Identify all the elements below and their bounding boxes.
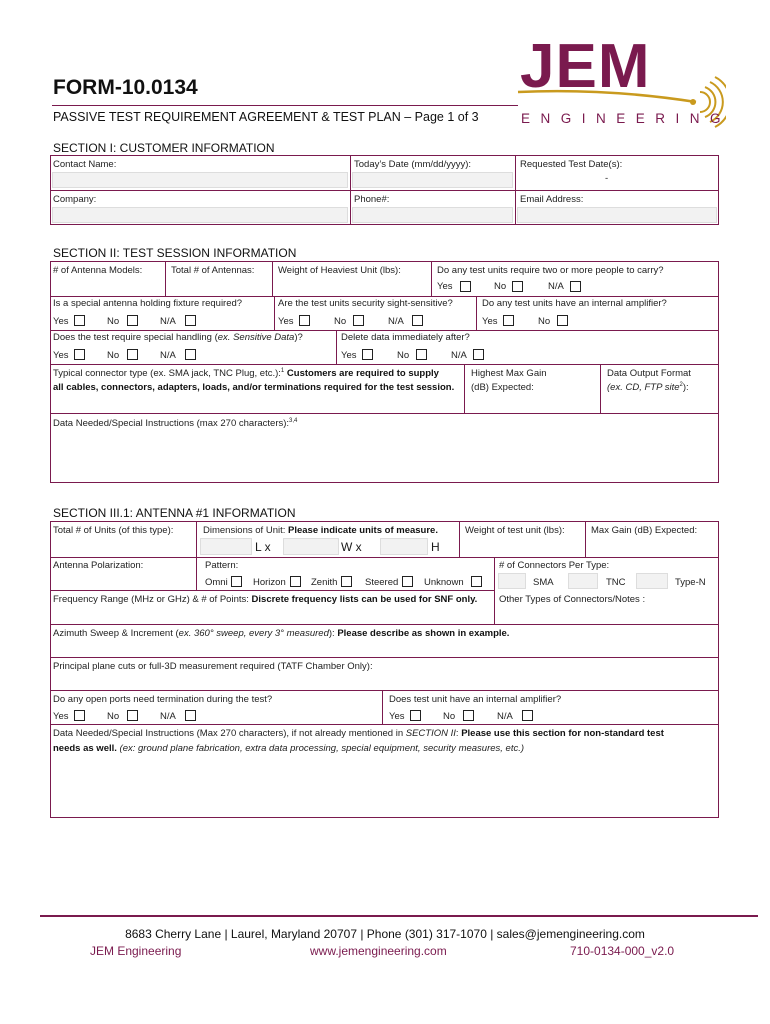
handling-na-checkbox[interactable] bbox=[185, 349, 196, 360]
data-format-label: Data Output Format bbox=[607, 368, 691, 379]
delete-yes-checkbox[interactable] bbox=[362, 349, 373, 360]
unknown-checkbox[interactable] bbox=[471, 576, 482, 587]
handling-yes-label: Yes bbox=[53, 350, 69, 361]
delete-no-label: No bbox=[397, 350, 410, 361]
ports-yes-checkbox[interactable] bbox=[74, 710, 85, 721]
dimensions-label: Dimensions of Unit: Please indicate units of measure. bbox=[203, 525, 438, 536]
unit-max-gain-label: Max Gain (dB) Expected: bbox=[591, 525, 698, 536]
ports-no-checkbox[interactable] bbox=[127, 710, 138, 721]
open-ports-label: Do any open ports need termination during the test? bbox=[53, 694, 273, 705]
polarization-label: Antenna Polarization: bbox=[53, 560, 144, 571]
unknown-label: Unknown bbox=[424, 577, 464, 588]
contact-name-field[interactable] bbox=[52, 172, 348, 188]
connector-type-note: all cables, connectors, adapters, loads, and/or terminations required for the test session. bbox=[53, 382, 455, 393]
dim-l-label: L x bbox=[255, 540, 271, 554]
company-label: Company: bbox=[53, 194, 97, 205]
fixture-na-checkbox[interactable] bbox=[185, 315, 196, 326]
security-yes-label: Yes bbox=[278, 316, 294, 327]
section2-heading: SECTION II: TEST SESSION INFORMATION bbox=[53, 246, 297, 260]
steered-checkbox[interactable] bbox=[402, 576, 413, 587]
requested-dates-label: Requested Test Date(s): bbox=[520, 159, 623, 170]
dimension-length-field[interactable] bbox=[200, 538, 252, 555]
fixture-yes-checkbox[interactable] bbox=[74, 315, 85, 326]
max-gain-label-line2: (dB) Expected: bbox=[471, 382, 534, 393]
dimension-width-field[interactable] bbox=[283, 538, 339, 555]
two-people-label: Do any test units require two or more people to carry? bbox=[437, 265, 664, 276]
two-people-no-checkbox[interactable] bbox=[512, 281, 523, 292]
footer-website-link[interactable]: www.jemengineering.com bbox=[310, 944, 447, 958]
security-label: Are the test units security sight-sensitive? bbox=[278, 298, 453, 309]
ports-yes-label: Yes bbox=[53, 711, 69, 722]
contact-name-label: Contact Name: bbox=[53, 159, 117, 170]
amp-no-checkbox[interactable] bbox=[557, 315, 568, 326]
section1-heading: SECTION I: CUSTOMER INFORMATION bbox=[53, 141, 275, 155]
email-field[interactable] bbox=[517, 207, 717, 223]
phone-field[interactable] bbox=[352, 207, 513, 223]
company-field[interactable] bbox=[52, 207, 348, 223]
data-needed-textarea[interactable] bbox=[52, 432, 717, 481]
connectors-per-type-label: # of Connectors Per Type: bbox=[499, 560, 610, 571]
amp-yes-checkbox[interactable] bbox=[503, 315, 514, 326]
two-people-no-label: No bbox=[494, 281, 507, 292]
data-format-example: (ex. CD, FTP site$^2$): bbox=[607, 382, 689, 394]
antenna-models-label: # of Antenna Models: bbox=[53, 265, 143, 276]
security-no-checkbox[interactable] bbox=[353, 315, 364, 326]
security-na-label: N/A bbox=[388, 316, 404, 327]
jem-logo-subtitle: ENGINEERING bbox=[521, 111, 732, 126]
dimension-height-field[interactable] bbox=[380, 538, 428, 555]
delete-na-label: N/A bbox=[451, 350, 467, 361]
delete-data-label: Delete data immediately after? bbox=[341, 332, 470, 343]
footer-address: 8683 Cherry Lane | Laurel, Maryland 20707 | Phone (301) 317-1070 | sales@jemengineering.com bbox=[125, 927, 645, 941]
unit-amp-yes-label: Yes bbox=[389, 711, 405, 722]
connector-type-label: Typical connector type (ex. SMA jack, TNC Plug, etc.):$^1$ Customers are required to supply bbox=[53, 368, 439, 380]
email-label: Email Address: bbox=[520, 194, 584, 205]
total-units-label: Total # of Units (of this type): bbox=[53, 525, 174, 536]
principal-plane-label: Principal plane cuts or full-3D measurement required (TATF Chamber Only): bbox=[53, 661, 373, 672]
unit-weight-label: Weight of test unit (lbs): bbox=[465, 525, 565, 536]
typen-label: Type-N bbox=[675, 577, 706, 588]
tnc-label: TNC bbox=[606, 577, 626, 588]
sma-count-field[interactable] bbox=[498, 573, 526, 589]
special-handling-label: Does the test require special handling (ex. Sensitive Data)? bbox=[53, 332, 303, 343]
tnc-count-field[interactable] bbox=[568, 573, 598, 589]
footer-doc-id: 710-0134-000_v2.0 bbox=[570, 944, 675, 958]
antenna-data-needed-note: needs as well. (ex: ground plane fabrication, extra data processing, special equipment, security measures, etc.) bbox=[53, 743, 525, 754]
holding-fixture-label: Is a special antenna holding fixture required? bbox=[53, 298, 243, 309]
handling-na-label: N/A bbox=[160, 350, 176, 361]
ports-no-label: No bbox=[107, 711, 120, 722]
date-range-dash: - bbox=[605, 173, 609, 184]
total-antennas-label: Total # of Antennas: bbox=[171, 265, 255, 276]
fixture-yes-label: Yes bbox=[53, 316, 69, 327]
typen-count-field[interactable] bbox=[636, 573, 668, 589]
dim-w-label: W x bbox=[341, 540, 362, 554]
dim-h-label: H bbox=[431, 540, 440, 554]
max-gain-label: Highest Max Gain bbox=[471, 368, 547, 379]
omni-label: Omni bbox=[205, 577, 228, 588]
footer-company: JEM Engineering bbox=[90, 944, 182, 958]
amp-no-label: No bbox=[538, 316, 551, 327]
pattern-label: Pattern: bbox=[205, 560, 239, 571]
delete-yes-label: Yes bbox=[341, 350, 357, 361]
two-people-yes-label: Yes bbox=[437, 281, 453, 292]
title-divider bbox=[52, 105, 518, 106]
data-needed-label: Data Needed/Special Instructions (max 270 characters):$^{3,4}$ bbox=[53, 418, 298, 430]
horizon-checkbox[interactable] bbox=[290, 576, 301, 587]
sma-label: SMA bbox=[533, 577, 554, 588]
fixture-no-checkbox[interactable] bbox=[127, 315, 138, 326]
antenna-data-needed-textarea[interactable] bbox=[52, 758, 717, 816]
antenna-data-needed-label: Data Needed/Special Instructions (Max 270 characters), if not already mentioned in SECTION II: Please use this section for non-standard test bbox=[53, 728, 664, 739]
azimuth-label: Azimuth Sweep & Increment (ex. 360° sweep, every 3° measured): Please describe as shown in example. bbox=[53, 628, 510, 639]
fixture-na-label: N/A bbox=[160, 316, 176, 327]
security-yes-checkbox[interactable] bbox=[299, 315, 310, 326]
horizon-label: Horizon bbox=[253, 577, 286, 588]
heaviest-unit-label: Weight of Heaviest Unit (lbs): bbox=[278, 265, 401, 276]
delete-na-checkbox[interactable] bbox=[473, 349, 484, 360]
handling-yes-checkbox[interactable] bbox=[74, 349, 85, 360]
fixture-no-label: No bbox=[107, 316, 120, 327]
amp-yes-label: Yes bbox=[482, 316, 498, 327]
section3-heading: SECTION III.1: ANTENNA #1 INFORMATION bbox=[53, 506, 296, 520]
steered-label: Steered bbox=[365, 577, 399, 588]
unit-amp-na-label: N/A bbox=[497, 711, 513, 722]
ports-na-checkbox[interactable] bbox=[185, 710, 196, 721]
phone-label: Phone#: bbox=[354, 194, 390, 205]
omni-checkbox[interactable] bbox=[231, 576, 242, 587]
unit-amp-na-checkbox[interactable] bbox=[522, 710, 533, 721]
two-people-na-checkbox[interactable] bbox=[570, 281, 581, 292]
todays-date-field[interactable] bbox=[352, 172, 513, 188]
other-connectors-label: Other Types of Connectors/Notes : bbox=[499, 594, 646, 605]
internal-amp-label: Do any test units have an internal amplifier? bbox=[482, 298, 667, 309]
todays-date-label: Today’s Date (mm/dd/yyyy): bbox=[354, 159, 472, 170]
security-na-checkbox[interactable] bbox=[412, 315, 423, 326]
handling-no-label: No bbox=[107, 350, 120, 361]
form-title: PASSIVE TEST REQUIREMENT AGREEMENT & TEST PLAN – Page 1 of 3 bbox=[53, 110, 479, 124]
zenith-checkbox[interactable] bbox=[341, 576, 352, 587]
form-number: FORM-10.0134 bbox=[53, 76, 198, 99]
unit-amp-no-label: No bbox=[443, 711, 456, 722]
footer-divider bbox=[40, 915, 758, 917]
unit-amp-yes-checkbox[interactable] bbox=[410, 710, 421, 721]
two-people-na-label: N/A bbox=[548, 281, 564, 292]
security-no-label: No bbox=[334, 316, 347, 327]
delete-no-checkbox[interactable] bbox=[416, 349, 427, 360]
freq-range-label: Frequency Range (MHz or GHz) & # of Points: Discrete frequency lists can be used for SNF only. bbox=[53, 594, 478, 605]
ports-na-label: N/A bbox=[160, 711, 176, 722]
two-people-yes-checkbox[interactable] bbox=[460, 281, 471, 292]
unit-internal-amp-label: Does test unit have an internal amplifier? bbox=[389, 694, 562, 705]
handling-no-checkbox[interactable] bbox=[127, 349, 138, 360]
zenith-label: Zenith bbox=[311, 577, 338, 588]
jem-logo: JEM bbox=[520, 32, 651, 101]
unit-amp-no-checkbox[interactable] bbox=[463, 710, 474, 721]
